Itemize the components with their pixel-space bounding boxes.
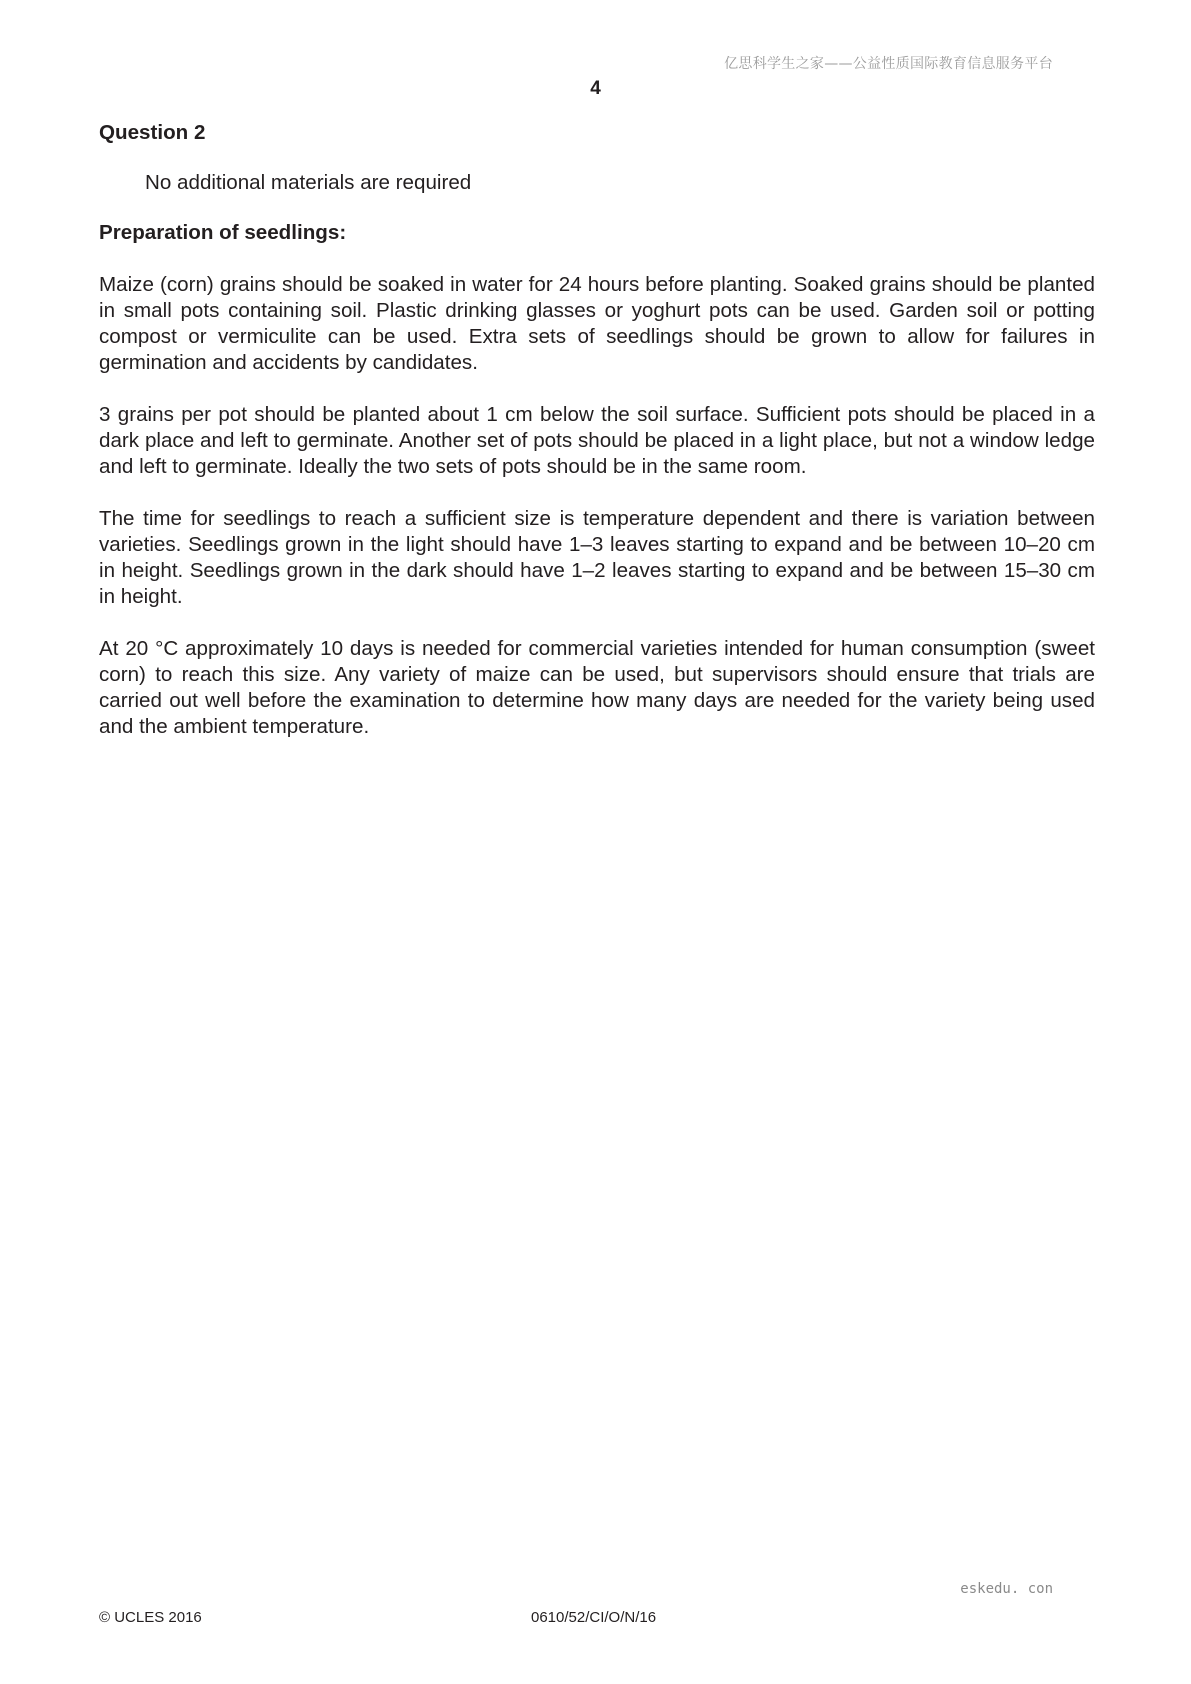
main-content bbox=[99, 120, 1095, 740]
paragraph-temperature: At 20 °C approximately 10 days is needed for commercial varieties intended for human consumption (sweet corn) to reach this size. Any variety of maize can be used, but supervisors should ensure that trials are carried out well before the examination to determine how many days are needed for the variety being used and the ambient temperature. bbox=[99, 637, 1095, 738]
footer-watermark: eskedu. con bbox=[960, 1581, 1053, 1597]
footer-copyright: © UCLES 2016 bbox=[99, 1609, 202, 1626]
materials-note: No additional materials are required bbox=[145, 171, 472, 194]
header-watermark: 亿思科学生之家——公益性质国际教育信息服务平台 bbox=[724, 56, 1053, 72]
footer-paper-code: 0610/52/CI/O/N/16 bbox=[531, 1609, 657, 1626]
preparation-heading: Preparation of seedlings: bbox=[99, 221, 347, 244]
page-number: 4 bbox=[590, 78, 601, 99]
paragraph-soaking: Maize (corn) grains should be soaked in water for 24 hours before planting. Soaked grains should be planted in small pots containing soil. Plastic drinking glasses or yoghurt pots can be used. Garden soil or potting compost or vermiculite can be used. Extra sets of seedlings should be grown to allow for failures in germination and accidents by candidates. bbox=[99, 273, 1095, 374]
paragraph-growth-time: The time for seedlings to reach a sufficient size is temperature dependent and there is variation between varieties. Seedlings grown in the light should have 1–3 leaves starting to expand and be between 10–20 cm in height. Seedlings grown in the dark should have 1–2 leaves starting to expand and be between 15–30 cm in height. bbox=[99, 507, 1095, 608]
question-heading: Question 2 bbox=[99, 121, 206, 144]
paragraph-planting: 3 grains per pot should be planted about 1 cm below the soil surface. Sufficient pots should be placed in a dark place and left to germinate. Another set of pots should be placed in a light place, but not a window ledge and left to germinate. Ideally the two sets of pots should be in the same room. bbox=[99, 403, 1095, 478]
